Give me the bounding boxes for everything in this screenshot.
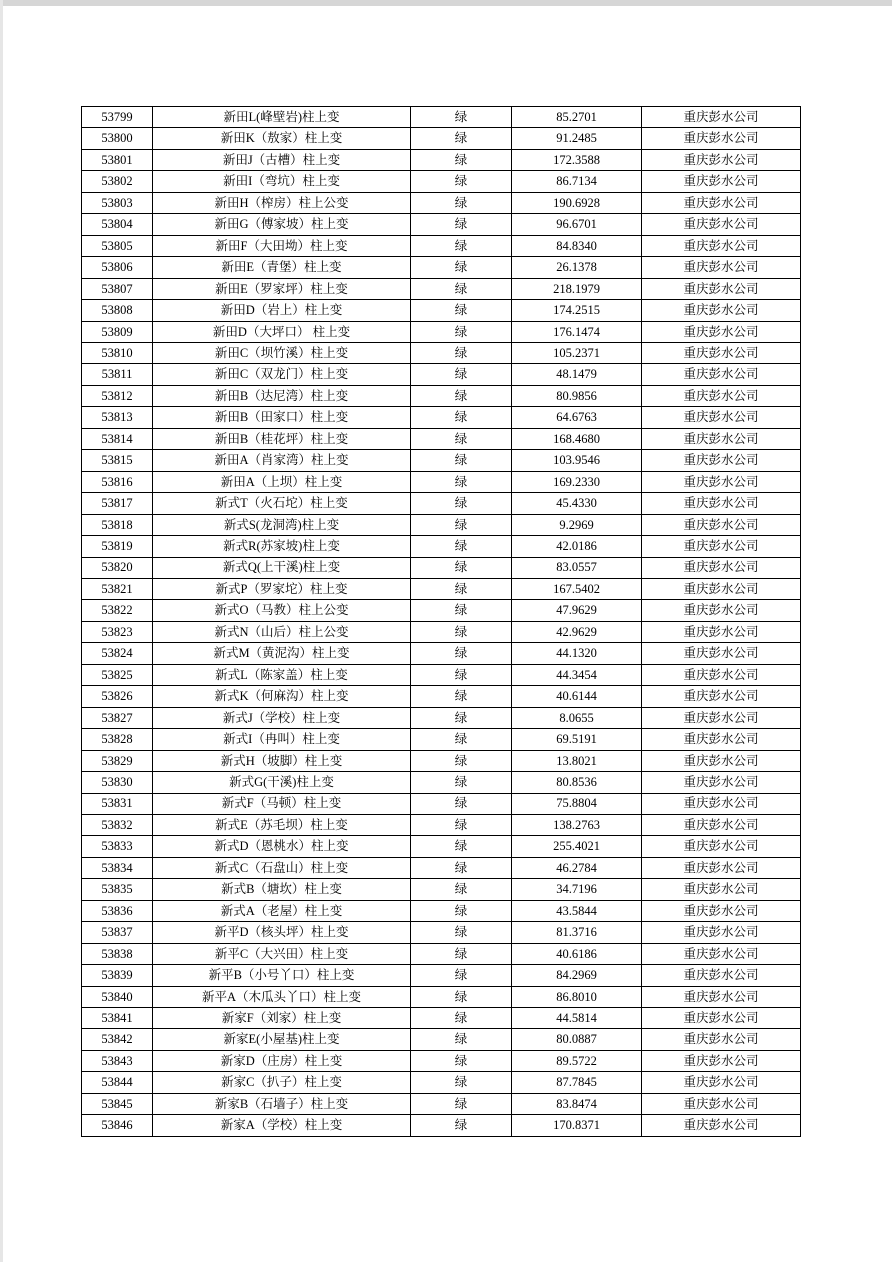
table-row <box>82 686 801 707</box>
cell-value: 96.6701 <box>512 214 642 235</box>
cell-status: 绿 <box>411 686 512 707</box>
cell-id: 53812 <box>82 385 153 406</box>
cell-company: 重庆彭水公司 <box>642 1008 801 1029</box>
cell-name: 新式L（陈家盖）柱上变 <box>153 664 411 685</box>
cell-company: 重庆彭水公司 <box>642 342 801 363</box>
cell-status: 绿 <box>411 793 512 814</box>
cell-value: 87.7845 <box>512 1072 642 1093</box>
cell-company: 重庆彭水公司 <box>642 836 801 857</box>
cell-value: 80.8536 <box>512 772 642 793</box>
cell-value: 84.2969 <box>512 965 642 986</box>
cell-value: 91.2485 <box>512 128 642 149</box>
cell-name: 新式A（老屋）柱上变 <box>153 900 411 921</box>
page-top-edge <box>0 0 892 6</box>
table-row <box>82 407 801 428</box>
table-row <box>82 600 801 621</box>
cell-name: 新家C（扒子）柱上变 <box>153 1072 411 1093</box>
cell-name: 新式G(干溪)柱上变 <box>153 772 411 793</box>
cell-value: 75.8804 <box>512 793 642 814</box>
table-row <box>82 300 801 321</box>
cell-name: 新式R(苏家坡)柱上变 <box>153 536 411 557</box>
table-row <box>82 943 801 964</box>
cell-id: 53845 <box>82 1093 153 1114</box>
cell-status: 绿 <box>411 300 512 321</box>
cell-name: 新田G（傅家坡）柱上变 <box>153 214 411 235</box>
cell-name: 新式Q(上干溪)柱上变 <box>153 557 411 578</box>
cell-value: 69.5191 <box>512 729 642 750</box>
cell-company: 重庆彭水公司 <box>642 385 801 406</box>
cell-value: 44.1320 <box>512 643 642 664</box>
cell-status: 绿 <box>411 385 512 406</box>
cell-id: 53818 <box>82 514 153 535</box>
cell-company: 重庆彭水公司 <box>642 578 801 599</box>
cell-company: 重庆彭水公司 <box>642 107 801 128</box>
cell-name: 新平D（核头坪）柱上变 <box>153 922 411 943</box>
cell-id: 53801 <box>82 149 153 170</box>
cell-id: 53823 <box>82 621 153 642</box>
cell-company: 重庆彭水公司 <box>642 192 801 213</box>
cell-value: 47.9629 <box>512 600 642 621</box>
cell-company: 重庆彭水公司 <box>642 772 801 793</box>
cell-name: 新田B（达尼湾）柱上变 <box>153 385 411 406</box>
cell-company: 重庆彭水公司 <box>642 128 801 149</box>
cell-value: 80.0887 <box>512 1029 642 1050</box>
cell-company: 重庆彭水公司 <box>642 857 801 878</box>
cell-status: 绿 <box>411 171 512 192</box>
cell-name: 新田L(峰壁岩)柱上变 <box>153 107 411 128</box>
cell-id: 53831 <box>82 793 153 814</box>
cell-id: 53810 <box>82 342 153 363</box>
cell-name: 新式K（何麻沟）柱上变 <box>153 686 411 707</box>
cell-company: 重庆彭水公司 <box>642 621 801 642</box>
table-row <box>82 643 801 664</box>
table-row <box>82 471 801 492</box>
table-row <box>82 621 801 642</box>
cell-company: 重庆彭水公司 <box>642 321 801 342</box>
cell-value: 84.8340 <box>512 235 642 256</box>
cell-value: 169.2330 <box>512 471 642 492</box>
cell-status: 绿 <box>411 965 512 986</box>
cell-name: 新田D（大坪口） 柱上变 <box>153 321 411 342</box>
cell-id: 53832 <box>82 814 153 835</box>
cell-name: 新式P（罗家坨）柱上变 <box>153 578 411 599</box>
cell-company: 重庆彭水公司 <box>642 1050 801 1071</box>
cell-id: 53817 <box>82 493 153 514</box>
table-row <box>82 793 801 814</box>
table-row <box>82 578 801 599</box>
cell-company: 重庆彭水公司 <box>642 643 801 664</box>
cell-status: 绿 <box>411 471 512 492</box>
cell-id: 53813 <box>82 407 153 428</box>
cell-name: 新式M（黄泥沟）柱上变 <box>153 643 411 664</box>
cell-status: 绿 <box>411 836 512 857</box>
cell-value: 44.3454 <box>512 664 642 685</box>
cell-value: 42.0186 <box>512 536 642 557</box>
cell-company: 重庆彭水公司 <box>642 214 801 235</box>
cell-status: 绿 <box>411 814 512 835</box>
cell-value: 85.2701 <box>512 107 642 128</box>
cell-company: 重庆彭水公司 <box>642 986 801 1007</box>
cell-status: 绿 <box>411 214 512 235</box>
table-row <box>82 772 801 793</box>
cell-value: 255.4021 <box>512 836 642 857</box>
cell-name: 新田C（双龙门）柱上变 <box>153 364 411 385</box>
cell-company: 重庆彭水公司 <box>642 1093 801 1114</box>
table-row <box>82 1115 801 1136</box>
cell-company: 重庆彭水公司 <box>642 450 801 471</box>
cell-value: 44.5814 <box>512 1008 642 1029</box>
cell-value: 9.2969 <box>512 514 642 535</box>
table-row <box>82 235 801 256</box>
cell-value: 40.6144 <box>512 686 642 707</box>
table-row <box>82 450 801 471</box>
cell-status: 绿 <box>411 729 512 750</box>
cell-status: 绿 <box>411 149 512 170</box>
cell-id: 53835 <box>82 879 153 900</box>
cell-id: 53826 <box>82 686 153 707</box>
table-row <box>82 257 801 278</box>
cell-value: 103.9546 <box>512 450 642 471</box>
cell-status: 绿 <box>411 900 512 921</box>
cell-status: 绿 <box>411 557 512 578</box>
cell-id: 53804 <box>82 214 153 235</box>
table-row <box>82 1093 801 1114</box>
cell-name: 新田A（肖家湾）柱上变 <box>153 450 411 471</box>
table-row <box>82 664 801 685</box>
cell-status: 绿 <box>411 707 512 728</box>
cell-id: 53827 <box>82 707 153 728</box>
cell-company: 重庆彭水公司 <box>642 536 801 557</box>
cell-value: 105.2371 <box>512 342 642 363</box>
cell-id: 53844 <box>82 1072 153 1093</box>
cell-value: 45.4330 <box>512 493 642 514</box>
cell-company: 重庆彭水公司 <box>642 235 801 256</box>
table-row <box>82 385 801 406</box>
table-row <box>82 493 801 514</box>
cell-company: 重庆彭水公司 <box>642 407 801 428</box>
cell-id: 53814 <box>82 428 153 449</box>
cell-value: 170.8371 <box>512 1115 642 1136</box>
table-row <box>82 557 801 578</box>
cell-id: 53815 <box>82 450 153 471</box>
table-row <box>82 814 801 835</box>
cell-company: 重庆彭水公司 <box>642 149 801 170</box>
table-row <box>82 922 801 943</box>
cell-company: 重庆彭水公司 <box>642 600 801 621</box>
cell-value: 190.6928 <box>512 192 642 213</box>
cell-id: 53837 <box>82 922 153 943</box>
table-row <box>82 192 801 213</box>
cell-value: 43.5844 <box>512 900 642 921</box>
table-row <box>82 321 801 342</box>
cell-id: 53829 <box>82 750 153 771</box>
cell-value: 46.2784 <box>512 857 642 878</box>
cell-name: 新田C（坝竹溪）柱上变 <box>153 342 411 363</box>
cell-id: 53805 <box>82 235 153 256</box>
cell-id: 53800 <box>82 128 153 149</box>
table-row <box>82 364 801 385</box>
cell-name: 新式I（冉叫）柱上变 <box>153 729 411 750</box>
table-row <box>82 1008 801 1029</box>
cell-id: 53820 <box>82 557 153 578</box>
cell-name: 新式D（恩桃水）柱上变 <box>153 836 411 857</box>
table-row <box>82 1050 801 1071</box>
cell-company: 重庆彭水公司 <box>642 922 801 943</box>
cell-status: 绿 <box>411 1029 512 1050</box>
cell-name: 新式E（苏毛坝）柱上变 <box>153 814 411 835</box>
table-row <box>82 214 801 235</box>
cell-status: 绿 <box>411 578 512 599</box>
cell-status: 绿 <box>411 407 512 428</box>
cell-id: 53839 <box>82 965 153 986</box>
cell-status: 绿 <box>411 621 512 642</box>
cell-company: 重庆彭水公司 <box>642 557 801 578</box>
cell-company: 重庆彭水公司 <box>642 814 801 835</box>
table-row <box>82 729 801 750</box>
cell-status: 绿 <box>411 192 512 213</box>
cell-company: 重庆彭水公司 <box>642 900 801 921</box>
cell-id: 53802 <box>82 171 153 192</box>
cell-company: 重庆彭水公司 <box>642 364 801 385</box>
cell-status: 绿 <box>411 257 512 278</box>
cell-name: 新式T（火石坨）柱上变 <box>153 493 411 514</box>
table-row <box>82 1029 801 1050</box>
cell-value: 167.5402 <box>512 578 642 599</box>
cell-name: 新式J（学校）柱上变 <box>153 707 411 728</box>
cell-name: 新田D（岩上）柱上变 <box>153 300 411 321</box>
cell-status: 绿 <box>411 986 512 1007</box>
cell-id: 53822 <box>82 600 153 621</box>
cell-status: 绿 <box>411 1072 512 1093</box>
cell-status: 绿 <box>411 600 512 621</box>
cell-id: 53824 <box>82 643 153 664</box>
cell-status: 绿 <box>411 1093 512 1114</box>
cell-value: 218.1979 <box>512 278 642 299</box>
cell-status: 绿 <box>411 428 512 449</box>
cell-id: 53821 <box>82 578 153 599</box>
cell-id: 53807 <box>82 278 153 299</box>
cell-status: 绿 <box>411 364 512 385</box>
cell-name: 新平B（小号丫口）柱上变 <box>153 965 411 986</box>
cell-name: 新式F（马顿）柱上变 <box>153 793 411 814</box>
cell-name: 新平C（大兴田）柱上变 <box>153 943 411 964</box>
cell-status: 绿 <box>411 107 512 128</box>
cell-value: 13.8021 <box>512 750 642 771</box>
table-row <box>82 149 801 170</box>
cell-status: 绿 <box>411 278 512 299</box>
table-row <box>82 857 801 878</box>
cell-id: 53816 <box>82 471 153 492</box>
cell-company: 重庆彭水公司 <box>642 278 801 299</box>
table-row <box>82 986 801 1007</box>
table-row <box>82 1072 801 1093</box>
cell-id: 53833 <box>82 836 153 857</box>
cell-company: 重庆彭水公司 <box>642 514 801 535</box>
cell-id: 53842 <box>82 1029 153 1050</box>
cell-name: 新田B（田家口）柱上变 <box>153 407 411 428</box>
cell-name: 新家E(小屋基)柱上变 <box>153 1029 411 1050</box>
cell-value: 176.1474 <box>512 321 642 342</box>
cell-name: 新田K（敖家）柱上变 <box>153 128 411 149</box>
table-row <box>82 342 801 363</box>
cell-id: 53825 <box>82 664 153 685</box>
cell-id: 53846 <box>82 1115 153 1136</box>
cell-name: 新式C（石盘山）柱上变 <box>153 857 411 878</box>
cell-name: 新田E（罗家坪）柱上变 <box>153 278 411 299</box>
cell-id: 53843 <box>82 1050 153 1071</box>
cell-company: 重庆彭水公司 <box>642 965 801 986</box>
cell-company: 重庆彭水公司 <box>642 300 801 321</box>
cell-status: 绿 <box>411 514 512 535</box>
cell-id: 53836 <box>82 900 153 921</box>
cell-status: 绿 <box>411 321 512 342</box>
cell-company: 重庆彭水公司 <box>642 686 801 707</box>
cell-company: 重庆彭水公司 <box>642 664 801 685</box>
cell-id: 53811 <box>82 364 153 385</box>
cell-status: 绿 <box>411 1008 512 1029</box>
cell-id: 53808 <box>82 300 153 321</box>
cell-value: 81.3716 <box>512 922 642 943</box>
cell-status: 绿 <box>411 857 512 878</box>
table-row <box>82 514 801 535</box>
cell-status: 绿 <box>411 342 512 363</box>
cell-value: 80.9856 <box>512 385 642 406</box>
cell-value: 8.0655 <box>512 707 642 728</box>
cell-company: 重庆彭水公司 <box>642 1072 801 1093</box>
cell-value: 64.6763 <box>512 407 642 428</box>
cell-company: 重庆彭水公司 <box>642 257 801 278</box>
cell-name: 新田B（桂花坪）柱上变 <box>153 428 411 449</box>
cell-value: 83.0557 <box>512 557 642 578</box>
cell-status: 绿 <box>411 1050 512 1071</box>
table-row <box>82 836 801 857</box>
cell-status: 绿 <box>411 943 512 964</box>
cell-name: 新式B（塘坎）柱上变 <box>153 879 411 900</box>
cell-id: 53830 <box>82 772 153 793</box>
page-left-edge <box>0 0 3 1262</box>
cell-name: 新式S(龙洞湾)柱上变 <box>153 514 411 535</box>
cell-value: 26.1378 <box>512 257 642 278</box>
transformer-table <box>81 106 801 1137</box>
cell-status: 绿 <box>411 922 512 943</box>
cell-company: 重庆彭水公司 <box>642 1115 801 1136</box>
cell-company: 重庆彭水公司 <box>642 943 801 964</box>
cell-name: 新田E（青堡）柱上变 <box>153 257 411 278</box>
cell-id: 53819 <box>82 536 153 557</box>
cell-name: 新家B（石墙子）柱上变 <box>153 1093 411 1114</box>
cell-id: 53806 <box>82 257 153 278</box>
cell-company: 重庆彭水公司 <box>642 750 801 771</box>
cell-status: 绿 <box>411 643 512 664</box>
table-row <box>82 707 801 728</box>
cell-id: 53828 <box>82 729 153 750</box>
cell-name: 新式O（马教）柱上公变 <box>153 600 411 621</box>
cell-id: 53799 <box>82 107 153 128</box>
cell-value: 48.1479 <box>512 364 642 385</box>
table-row <box>82 536 801 557</box>
cell-id: 53841 <box>82 1008 153 1029</box>
cell-name: 新田F（大田坳）柱上变 <box>153 235 411 256</box>
cell-value: 89.5722 <box>512 1050 642 1071</box>
table-row <box>82 107 801 128</box>
cell-company: 重庆彭水公司 <box>642 879 801 900</box>
cell-company: 重庆彭水公司 <box>642 171 801 192</box>
table-body <box>82 107 801 1137</box>
cell-status: 绿 <box>411 536 512 557</box>
cell-status: 绿 <box>411 235 512 256</box>
cell-status: 绿 <box>411 450 512 471</box>
table-row <box>82 900 801 921</box>
cell-value: 86.8010 <box>512 986 642 1007</box>
table-row <box>82 171 801 192</box>
table-row <box>82 128 801 149</box>
cell-name: 新田H（榨房）柱上公变 <box>153 192 411 213</box>
cell-company: 重庆彭水公司 <box>642 1029 801 1050</box>
cell-value: 34.7196 <box>512 879 642 900</box>
cell-id: 53840 <box>82 986 153 1007</box>
table-row <box>82 879 801 900</box>
table-row <box>82 965 801 986</box>
cell-name: 新田J（古槽）柱上变 <box>153 149 411 170</box>
cell-id: 53803 <box>82 192 153 213</box>
cell-value: 172.3588 <box>512 149 642 170</box>
table-row <box>82 428 801 449</box>
cell-company: 重庆彭水公司 <box>642 471 801 492</box>
cell-status: 绿 <box>411 1115 512 1136</box>
cell-company: 重庆彭水公司 <box>642 707 801 728</box>
cell-status: 绿 <box>411 128 512 149</box>
cell-value: 86.7134 <box>512 171 642 192</box>
cell-id: 53834 <box>82 857 153 878</box>
cell-name: 新平A（木瓜头丫口）柱上变 <box>153 986 411 1007</box>
cell-name: 新家F（刘家）柱上变 <box>153 1008 411 1029</box>
cell-name: 新田A（上坝）柱上变 <box>153 471 411 492</box>
cell-company: 重庆彭水公司 <box>642 793 801 814</box>
cell-status: 绿 <box>411 772 512 793</box>
table-row <box>82 278 801 299</box>
cell-name: 新家D（庄房）柱上变 <box>153 1050 411 1071</box>
cell-value: 174.2515 <box>512 300 642 321</box>
cell-name: 新田I（弯坑）柱上变 <box>153 171 411 192</box>
cell-name: 新式H（坡脚）柱上变 <box>153 750 411 771</box>
cell-id: 53838 <box>82 943 153 964</box>
cell-value: 138.2763 <box>512 814 642 835</box>
cell-company: 重庆彭水公司 <box>642 493 801 514</box>
cell-status: 绿 <box>411 750 512 771</box>
table-row <box>82 750 801 771</box>
cell-value: 83.8474 <box>512 1093 642 1114</box>
cell-status: 绿 <box>411 879 512 900</box>
cell-status: 绿 <box>411 493 512 514</box>
cell-name: 新家A（学校）柱上变 <box>153 1115 411 1136</box>
cell-value: 40.6186 <box>512 943 642 964</box>
cell-value: 168.4680 <box>512 428 642 449</box>
cell-name: 新式N（山后）柱上公变 <box>153 621 411 642</box>
cell-company: 重庆彭水公司 <box>642 729 801 750</box>
cell-company: 重庆彭水公司 <box>642 428 801 449</box>
cell-status: 绿 <box>411 664 512 685</box>
cell-value: 42.9629 <box>512 621 642 642</box>
cell-id: 53809 <box>82 321 153 342</box>
